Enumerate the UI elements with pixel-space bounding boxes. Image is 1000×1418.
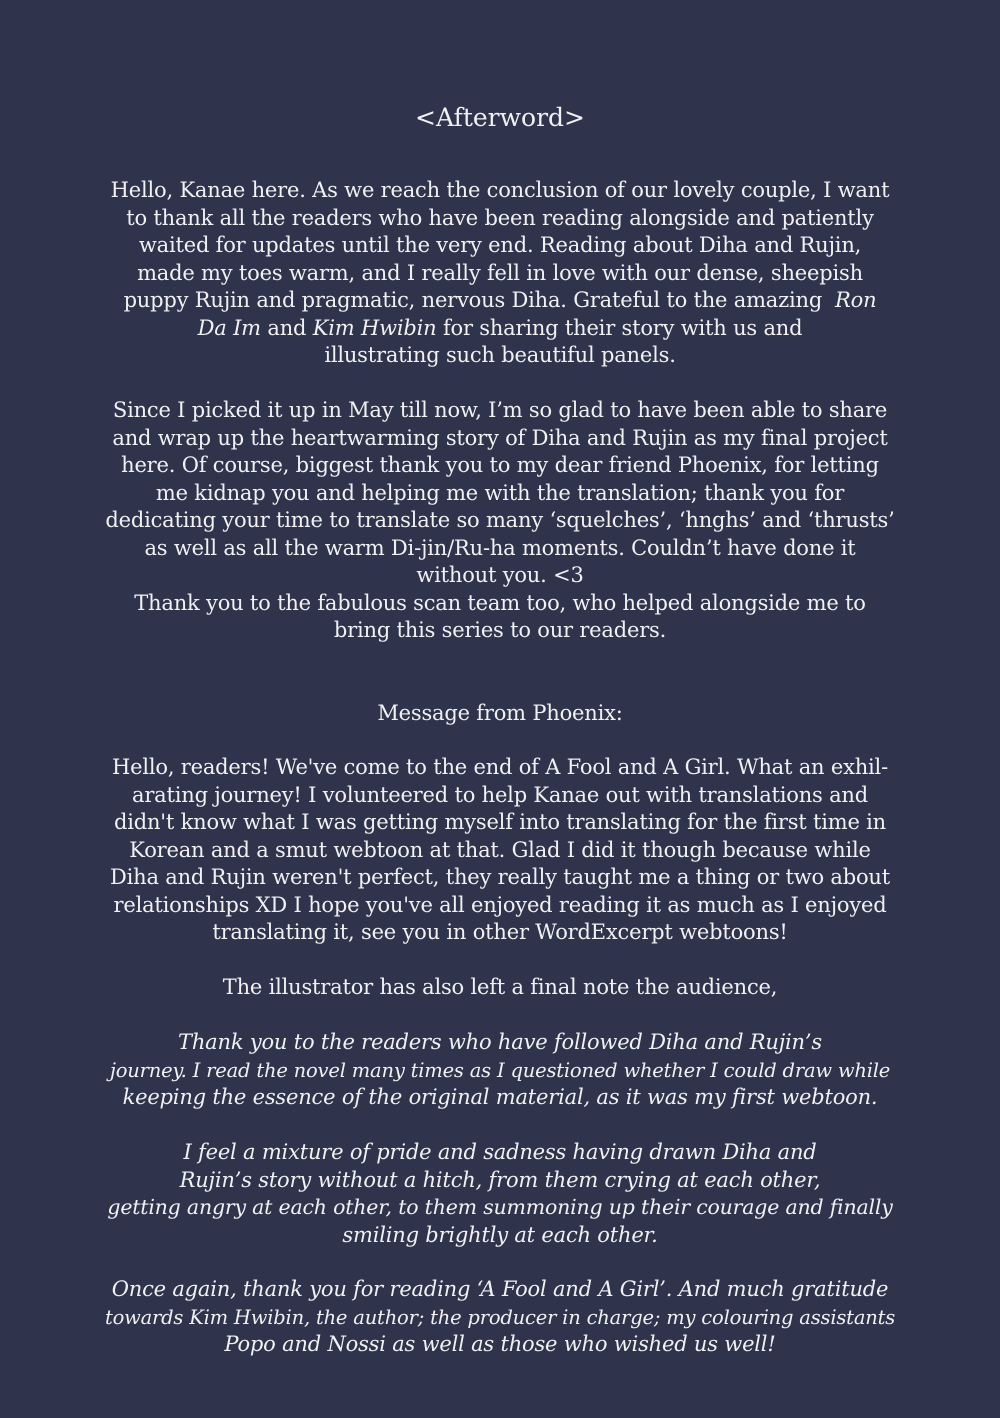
- text-line: journey. I read the novel many times as I questioned whether I could draw while: [109, 1058, 891, 1082]
- text-line: didn't know what I was getting myself into translating for the first time in: [113, 810, 887, 834]
- text-line: here. Of course, biggest thank you to my dear friend Phoenix, for letting: [121, 453, 879, 477]
- text-line: Hello, Kanae here. As we reach the conclusion of our lovely couple, I want: [110, 178, 890, 202]
- kanae-paragraph-1: [100, 177, 900, 370]
- phoenix-paragraph-2: [100, 974, 900, 1002]
- text-line: Thank you to the readers who have followed Diha and Rujin’s: [178, 1030, 822, 1054]
- text-segment: for sharing their story with us and: [442, 315, 803, 340]
- text-line: and wrap up the heartwarming story of Diha and Rujin as my final project: [112, 425, 888, 450]
- text-line: made my toes warm, and I really fell in love with our dense, sheepish: [137, 260, 863, 285]
- text-line: I feel a mixture of pride and sadness having drawn Diha and: [183, 1140, 817, 1164]
- illustrator-note-3: [100, 1276, 900, 1359]
- text-line: keeping the essence of the original material, as it was my first webtoon.: [122, 1085, 878, 1109]
- text-segment: puppy Rujin and pragmatic, nervous Diha. Grateful to the amazing: [123, 288, 823, 312]
- text-line: The illustrator has also left a final note the audience,: [222, 975, 778, 999]
- text-line: translating it, see you in other WordExcerpt webtoons!: [212, 920, 788, 944]
- text-line: Once again, thank you for reading ‘A Fool and A Girl’. And much gratitude: [111, 1277, 889, 1301]
- phoenix-paragraph-1: [100, 754, 900, 947]
- text-segment: and: [267, 315, 307, 340]
- text-line: [100, 287, 900, 315]
- text-line: waited for updates until the very end. Reading about Diha and Rujin,: [138, 233, 862, 257]
- illustrator-note-2: [100, 1139, 900, 1249]
- text-line: relationships XD I hope you've all enjoyed reading it as much as I enjoyed: [113, 892, 887, 917]
- text-line: Since I picked it up in May till now, I’m so glad to have been able to share: [112, 398, 888, 422]
- illustrator-note-1: [100, 1029, 900, 1112]
- text-line: getting angry at each other, to them summoning up their courage and finally: [107, 1195, 893, 1219]
- author-name-da-im: Da Im: [197, 315, 261, 340]
- text-line: Hello, readers! We've come to the end of A Fool and A Girl. What an exhil-: [112, 755, 888, 779]
- section-heading: Message from Phoenix:: [377, 701, 623, 725]
- text-line: towards Kim Hwibin, the author; the producer in charge; my colouring assistants: [104, 1305, 896, 1329]
- text-line: illustrating such beautiful panels.: [324, 343, 676, 367]
- text-line: [100, 315, 900, 343]
- text-line: Korean and a smut webtoon at that. Glad I did it though because while: [129, 837, 871, 862]
- text-line: as well as all the warm Di-jin/Ru-ha moments. Couldn’t have done it: [144, 535, 856, 560]
- text-line: dedicating your time to translate so many ‘squelches’, ‘hnghs’ and ‘thrusts’: [105, 508, 895, 532]
- kanae-paragraph-2: [100, 397, 900, 645]
- author-name-ron: Ron: [835, 288, 877, 312]
- text-line: bring this series to our readers.: [333, 618, 667, 642]
- text-line: Thank you to the fabulous scan team too, who helped alongside me to: [134, 590, 866, 615]
- text-line: me kidnap you and helping me with the translation; thank you for: [155, 480, 845, 505]
- text-line: without you. <3: [416, 563, 584, 587]
- illustrator-name: Kim Hwibin: [312, 315, 437, 340]
- text-line: Rujin’s story without a hitch, from them crying at each other,: [179, 1167, 821, 1192]
- phoenix-heading-block: [100, 700, 900, 728]
- text-line: Popo and Nossi as well as those who wished us well!: [224, 1332, 776, 1356]
- text-line: arating journey! I volunteered to help Kanae out with translations and: [132, 782, 868, 807]
- text-line: smiling brightly at each other.: [342, 1222, 658, 1247]
- text-line: to thank all the readers who have been reading alongside and patiently: [126, 205, 874, 230]
- page-title: <Afterword>: [415, 103, 585, 132]
- text-line: Diha and Rujin weren't perfect, they really taught me a thing or two about: [110, 865, 890, 889]
